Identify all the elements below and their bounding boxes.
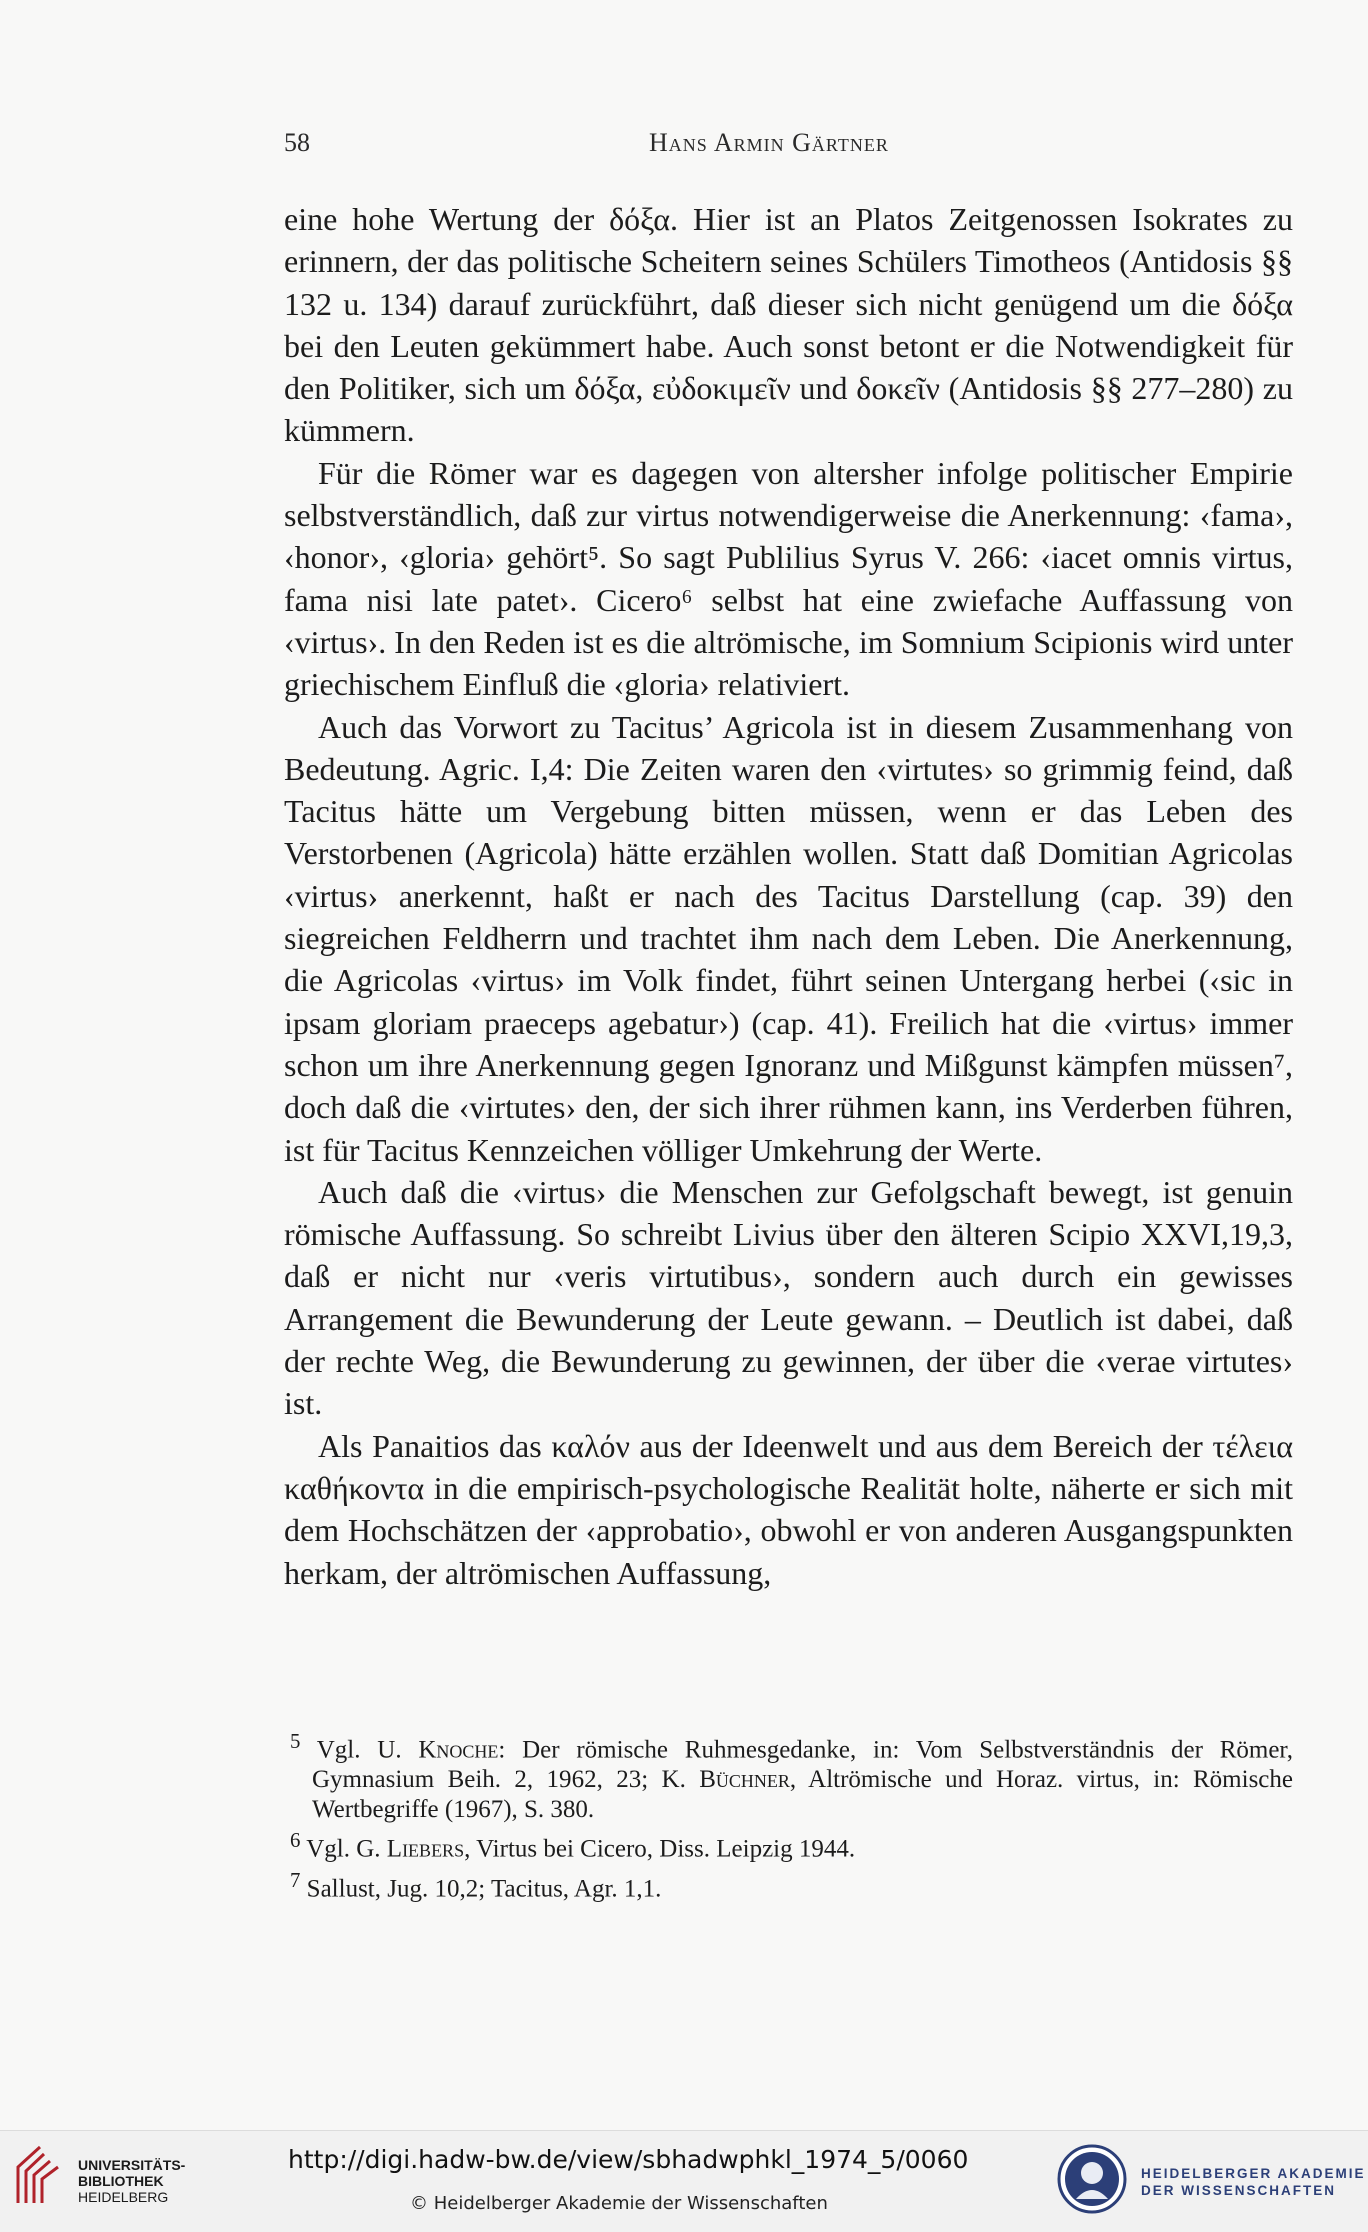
academy-seal-icon[interactable] bbox=[1056, 2143, 1128, 2215]
footnote-text: , Virtus bei Cicero, Diss. Leipzig 1944. bbox=[464, 1835, 856, 1863]
viewer-footer bbox=[0, 2130, 1368, 2232]
university-library-name: UNIVERSITÄTS- BIBLIOTHEK HEIDELBERG bbox=[78, 2157, 186, 2205]
university-library-logo-icon[interactable] bbox=[14, 2141, 62, 2207]
copyright-notice: © Heidelberger Akademie der Wissenschaften bbox=[410, 2193, 828, 2214]
footnotes bbox=[290, 1726, 1293, 1904]
footnote-text: Sallust, Jug. 10,2; Tacitus, Agr. 1,1. bbox=[306, 1874, 662, 1902]
paragraph-1: eine hohe Wertung der δόξα. Hier ist an Platos Zeitgenossen Isokrates zu erinnern, der das politische Scheitern seines Schülers Timotheos (Antidosis §§ 132 u. 134) darauf zurückführt, daß dieser sich nicht genügend um die δόξα bei den Leuten gekümmert habe. Auch sonst betont er die Notwendigkeit für den Politiker, sich um δόξα, εὐδοκιμεῖν und δοκεῖν (Antidosis §§ 277–280) zu kümmern. bbox=[284, 201, 1293, 449]
footnote-text: , Altrömische und Horaz. virtus, in: Römische Wertbegriffe (1967), S. 380. bbox=[312, 1766, 1294, 1824]
paragraph-2: Für die Römer war es dagegen von altersher infolge politischer Empirie selbstverständlich, daß zur virtus notwendigerweise die Anerkennung: ‹fama›, ‹honor›, ‹gloria› gehört⁵. So sagt Publilius Syrus V. 266: ‹iacet omnis virtus, fama nisi late patet›. Cicero⁶ selbst hat eine zwiefache Auffassung von ‹virtus›. In den Reden ist es die altrömische, im Somnium Scipionis wird unter griechischem Einfluß die ‹gloria› relativiert. bbox=[284, 454, 1293, 703]
footnote-marker: 7 bbox=[290, 1867, 301, 1892]
footnote-author: Knoche bbox=[418, 1736, 499, 1764]
footnote-text: Vgl. G. bbox=[306, 1835, 387, 1863]
footnote-7 bbox=[290, 1865, 1293, 1904]
page-header bbox=[284, 128, 1293, 168]
permalink-url[interactable]: http://digi.hadw-bw.de/view/sbhadwphkl_1974_5/0060 bbox=[288, 2145, 969, 2174]
footnote-marker: 5 bbox=[290, 1729, 301, 1753]
footnote-6 bbox=[290, 1825, 1293, 1864]
footnote-text: : Der römische Ruhmesgedanke, in: Vom Selbstverständnis der Römer, Gymnasium Beih. 2, 1962, 23; K. bbox=[312, 1736, 1293, 1794]
footnote-author: Büchner bbox=[699, 1766, 790, 1794]
running-head: Hans Armin Gärtner bbox=[649, 128, 889, 157]
page-number: 58 bbox=[284, 128, 310, 157]
paragraph-4: Auch daß die ‹virtus› die Menschen zur Gefolgschaft bewegt, ist genuin römische Auffassung. So schreibt Livius über den älteren Scipio XXVI,19,3, daß er nicht nur ‹veris virtutibus›, sondern auch durch ein gewisses Arrangement die Bewunderung der Leute gewann. – Deutlich ist dabei, daß der rechte Weg, die Bewunderung zu gewinnen, der über die ‹verae virtutes› ist. bbox=[284, 1173, 1293, 1422]
paragraph-3: Auch das Vorwort zu Tacitus’ Agricola ist in diesem Zusammenhang von Bedeutung. Agric. I,4: Die Zeiten waren den ‹virtutes› so grimmig feind, daß Tacitus hätte um Vergebung bitten müssen, wenn er das Leben des Verstorbenen (Agricola) hätte erzählen wollen. Statt daß Domitian Agricolas ‹virtus› anerkennt, haßt er nach des Tacitus Darstellung (cap. 39) den siegreichen Feldherrn und trachtet ihm nach dem Leben. Die Anerkennung, die Agricolas ‹virtus› im Volk findet, führt seinen Untergang herbei (‹sic in ipsam gloriam praeceps agebatur›) (cap. 41). Freilich hat die ‹virtus› immer schon um ihre Anerkennung gegen Ignoranz und Mißgunst kämpfen müssen⁷, doch daß die ‹virtutes› den, der sich ihrer rühmen kann, ins Verderben führen, ist für Tacitus Kennzeichen völliger Umkehrung der Werte. bbox=[284, 708, 1293, 1168]
footnote-text: Vgl. U. bbox=[316, 1736, 419, 1764]
academy-name: HEIDELBERGER AKADEMIE DER WISSENSCHAFTEN bbox=[1141, 2166, 1366, 2198]
body-text bbox=[284, 198, 1293, 1594]
footnote-5 bbox=[290, 1726, 1293, 1825]
paragraph-5: Als Panaitios das καλόν aus der Ideenwelt und aus dem Bereich der τέλεια καθήκοντα in die empirisch-psychologische Realität holte, näherte er sich mit dem Hochschätzen der ‹approbatio›, obwohl er von anderen Ausgangspunkten herkam, der altrömischen Auffassung, bbox=[284, 1427, 1293, 1591]
footnote-marker: 6 bbox=[290, 1828, 301, 1853]
footnote-author: Liebers bbox=[386, 1835, 465, 1863]
